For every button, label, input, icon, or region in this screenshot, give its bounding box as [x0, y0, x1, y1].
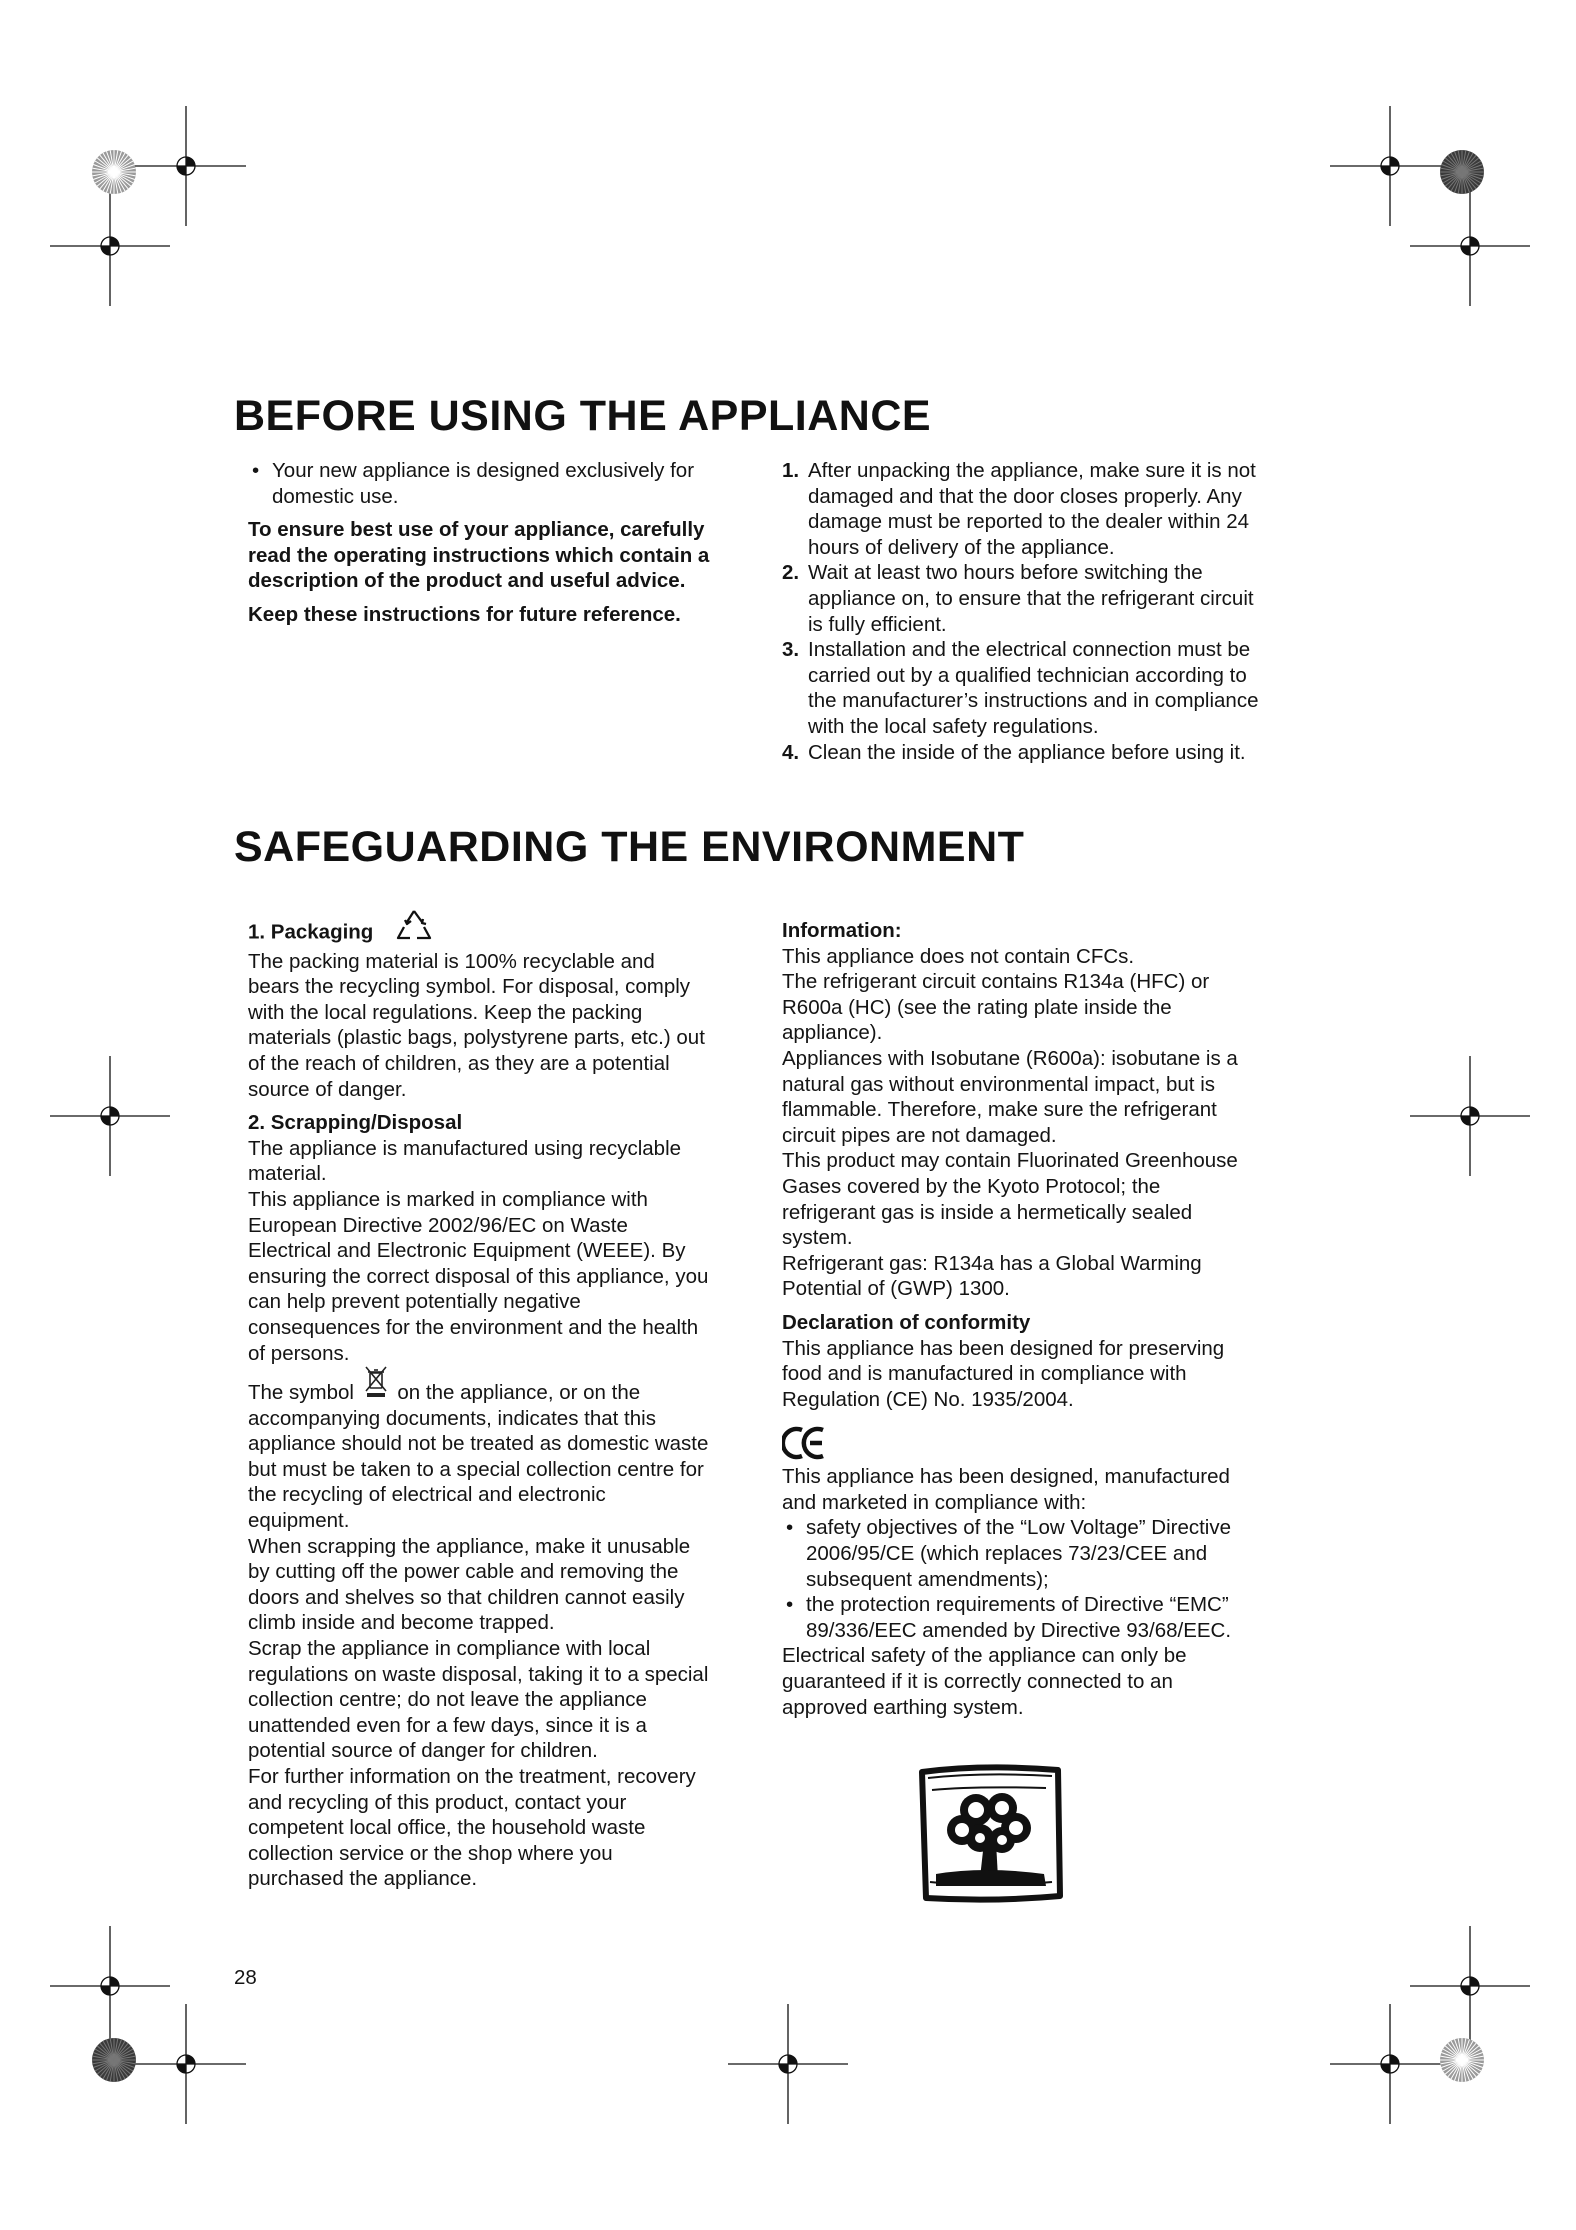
conformity-bullet-2: • the protection requirements of Directive “EMC” 89/336/EEC amended by Directive 93/68/EEC.	[786, 1593, 1232, 1642]
ce-mark	[782, 1424, 1252, 1464]
crosshair-quadrant	[101, 1116, 110, 1125]
step-3: 3. Installation and the electrical connection must be carried out by a qualified technician according to the manufacturer’s instructions and in compliance with the local safety regulations.	[782, 638, 1259, 738]
packaging-text: The packing material is 100% recyclable and bears the recycling symbol. For disposal, comply with the local regulations. Keep the packing materials (plastic bags, polystyrene parts, etc.) out of the reach of children, as they are a potential source of danger.	[248, 949, 705, 1101]
crosshair-quadrant	[1470, 1977, 1479, 1986]
crosshair-quadrant	[101, 246, 110, 255]
scrapping-p1: The appliance is manufactured using recyclable material.	[248, 1136, 682, 1186]
scrapping-heading: 2. Scrapping/Disposal	[248, 1111, 463, 1135]
scrapping-p4: Scrap the appliance in compliance with local regulations on waste disposal, taking it to a special collection centre; do not leave the appliance unattended even for a few days, since it is a potential source of danger for children.	[248, 1637, 709, 1763]
before-using-steps	[782, 458, 1270, 765]
tree-environment-icon	[914, 1762, 1066, 1911]
crosshair-quadrant	[1470, 1107, 1479, 1116]
scrapping-p3: When scrapping the appliance, make it unusable by cutting off the power cable and removing the doors and shelves so that children cannot easily climb inside and become trapped.	[248, 1534, 691, 1635]
crosshair-quadrant	[110, 237, 119, 246]
crosshair-quadrant	[177, 166, 186, 175]
keep-instructions-notice: Keep these instructions for future reference.	[248, 602, 681, 626]
crossed-out-bin-icon	[364, 1364, 388, 1405]
conformity-p3: Electrical safety of the appliance can only be guaranteed if it is correctly connected to an approved earthing system.	[782, 1644, 1187, 1719]
scrapping-p2: This appliance is marked in compliance with European Directive 2002/96/EC on Waste Electrical and Electronic Equipment (WEEE). By ensuring the correct disposal of this appliance, you can help prevent potentially negative consequences for the environment and the health of persons.	[248, 1187, 709, 1365]
environment-right-column	[782, 918, 1252, 1720]
packaging-heading: 1. Packaging	[248, 920, 374, 944]
crosshair-quadrant	[1461, 1116, 1470, 1125]
crosshair-quadrant	[779, 2064, 788, 2073]
crosshair-quadrant	[1381, 2064, 1390, 2073]
domestic-use-bullet: • Your new appliance is designed exclusively for domestic use.	[252, 459, 695, 508]
information-p1: This appliance does not contain CFCs.	[782, 944, 1135, 968]
conformity-p2: This appliance has been designed, manufactured and marketed in compliance with:	[782, 1465, 1230, 1514]
conformity-heading: Declaration of conformity	[782, 1310, 1031, 1334]
best-use-notice: To ensure best use of your appliance, carefully read the operating instructions which contain a description of the product and useful advice.	[248, 518, 710, 593]
scrapping-p5: For further information on the treatment, recovery and recycling of this product, contact your competent local office, the household waste collection service or the shop where you purchased the appliance.	[248, 1765, 696, 1891]
crosshair-quadrant	[788, 2055, 797, 2064]
bullet-dot: •	[786, 1593, 794, 1617]
crosshair-quadrant	[1461, 246, 1470, 255]
crosshair-quadrant	[177, 2064, 186, 2073]
conformity-bullet-1: • safety objectives of the “Low Voltage” Directive 2006/95/CE (which replaces 73/23/CEE and subsequent amendments);	[786, 1516, 1232, 1591]
section-title-environment: SAFEGUARDING THE ENVIRONMENT	[234, 823, 1025, 871]
step-1: 1. After unpacking the appliance, make sure it is not damaged and that the door closes properly. Any damage must be reported to the dealer within 24 hours of delivery of the appliance.	[782, 459, 1256, 559]
information-p5: Refrigerant gas: R134a has a Global Warming Potential of (GWP) 1300.	[782, 1251, 1202, 1301]
crosshair-quadrant	[110, 1107, 119, 1116]
information-p4: This product may contain Fluorinated Greenhouse Gases covered by the Kyoto Protocol; the refrigerant gas is inside a hermetically sealed system.	[782, 1149, 1238, 1250]
crosshair-quadrant	[1381, 166, 1390, 175]
information-p2: The refrigerant circuit contains R134a (HFC) or R600a (HC) (see the rating plate inside the appliance).	[782, 970, 1210, 1045]
conformity-p1: This appliance has been designed for preserving food and is manufactured in compliance with Regulation (CE) No. 1935/2004.	[782, 1336, 1225, 1411]
environment-left-column	[248, 918, 710, 1892]
crosshair-quadrant	[1390, 157, 1399, 166]
crosshair-quadrant	[101, 1986, 110, 1995]
crosshair-quadrant	[110, 1977, 119, 1986]
crosshair-quadrant	[1470, 237, 1479, 246]
recycling-symbol-icon	[395, 908, 433, 949]
crosshair-quadrant	[186, 157, 195, 166]
section-title-before-using: BEFORE USING THE APPLIANCE	[234, 392, 932, 440]
information-p3: Appliances with Isobutane (R600a): isobutane is a natural gas without environmental impact, but is flammable. Therefore, make sure the refrigerant circuit pipes are not damaged.	[782, 1046, 1238, 1147]
bullet-dot: •	[252, 459, 260, 482]
page-number: 28	[234, 1966, 257, 1989]
packaging-heading-row	[248, 918, 710, 949]
crosshair-quadrant	[1461, 1986, 1470, 1995]
bullet-dot: •	[786, 1516, 794, 1540]
symbol-paragraph: The symbol on the appliance, or on the accompanying documents, indicates that this appliance should not be treated as domestic waste but must be taken to a special collection centre for the recycling of electrical and electronic equipment.	[248, 1380, 710, 1534]
crosshair-quadrant	[1390, 2055, 1399, 2064]
before-using-left-column	[248, 458, 734, 628]
step-2: 2. Wait at least two hours before switching the appliance on, to ensure that the refrigerant circuit is fully efficient.	[782, 561, 1254, 636]
information-heading: Information:	[782, 919, 902, 942]
step-4: 4. Clean the inside of the appliance before using it.	[782, 740, 1246, 764]
crosshair-quadrant	[186, 2055, 195, 2064]
